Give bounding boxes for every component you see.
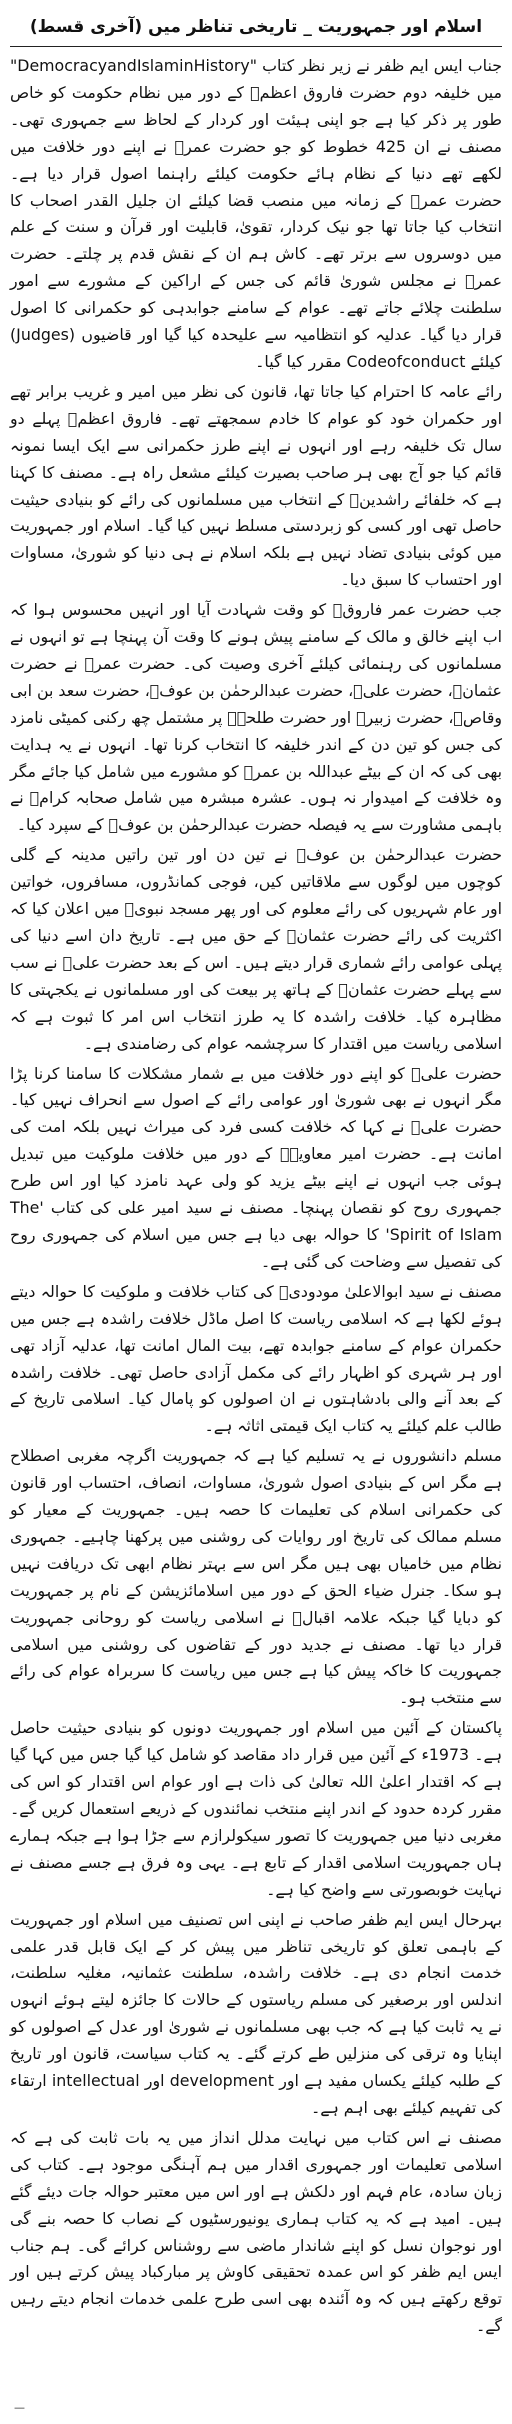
end-mark: —	[14, 2401, 25, 2414]
article-paragraph: جب حضرت عمر فاروقؓ کو وقت شہادت آیا اور انہیں محسوس ہوا کہ اب اپنے خالق و مالک کے سامنے پیش ہونے کا وقت آن پہنچا ہے تو انہوں نے مسلمانوں کی رہنمائی کیلئے آخری وصیت کی۔ حضرت عمرؓ نے حضرت عثمانؓ، حضرت علیؓ، حضرت عبدالرحمٰن بن عوفؓ، حضرت سعد بن ابی وقاصؓ، حضرت زبیرؓ اور حضرت طلحہؓ پر مشتمل چھ رکنی کمیٹی نامزد کی جس کو تین دن کے اندر خلیفہ کا انتخاب کرنا تھا۔ انہوں نے یہ ہدایت بھی کی کہ ان کے بیٹے عبداللہ بن عمرؓ کو مشورے میں شامل کیا جائے مگر وہ خلافت کے امیدوار نہ ہوں۔ عشرہ مبشرہ میں شامل صحابہ کرامؓ نے باہمی مشاورت سے یہ فیصلہ حضرت عبدالرحمٰن بن عوفؓ کے سپرد کیا۔	[10, 600, 502, 835]
article-paragraph: مسلم دانشوروں نے یہ تسلیم کیا ہے کہ جمہوریت اگرچہ مغربی اصطلاح ہے مگر اس کے بنیادی اصول شوریٰ، مساوات، انصاف، احتساب اور قانون کی حکمرانی اسلام کی تعلیمات کا حصہ ہیں۔ جمہوریت کے معیار کو مسلم ممالک کی تاریخ اور روایات کی روشنی میں پرکھنا چاہیے۔ جمہوری نظام میں خامیاں بھی ہیں مگر اس سے بہتر نظام ابھی تک دریافت نہیں ہو سکا۔ جنرل ضیاء الحق کے دور میں اسلامائزیشن کے نام پر جمہوریت کو دبایا گیا جبکہ علامہ اقبالؒ نے اسلامی ریاست کو روحانی جمہوریت قرار دیا تھا۔ مصنف نے جدید دور کے تقاضوں کی روشنی میں اسلامی جمہوریت کا خاکہ پیش کیا ہے جس میں ریاست کا سربراہ عوام کی رائے سے منتخب ہو۔	[10, 1446, 502, 1708]
article-paragraph: حضرت علیؓ کو اپنے دور خلافت میں بے شمار مشکلات کا سامنا کرنا پڑا مگر انہوں نے بھی شوریٰ اور عوامی رائے کے اصول سے انحراف نہیں کیا۔ حضرت علیؓ نے کہا کہ خلافت کسی فرد کی میراث نہیں بلکہ امت کی امانت ہے۔ حضرت امیر معاویہؓ کے دور میں خلافت ملوکیت میں تبدیل ہوئی جب انہوں نے اپنے بیٹے یزید کو ولی عہد نامزد کیا اور اس طرح جمہوری روح کو نقصان پہنچا۔ مصنف نے سید امیر علی کی کتاب 'The Spirit of Islam' کا حوالہ بھی دیا ہے جس میں اسلام کی جمہوری روح کی تفصیل سے وضاحت کی گئی ہے۔	[10, 1063, 502, 1271]
article-paragraph: بہرحال ایس ایم ظفر صاحب نے اپنی اس تصنیف میں اسلام اور جمہوریت کے باہمی تعلق کو تاریخی تناظر میں پیش کر کے ایک قابل قدر علمی خدمت انجام دی ہے۔ خلافت راشدہ، سلطنت عثمانیہ، مغلیہ سلطنت، اندلس اور برصغیر کی مسلم ریاستوں کے حالات کا جائزہ لیتے ہوئے انہوں نے یہ ثابت کیا ہے کہ جب بھی مسلمانوں نے شوریٰ اور عدل کے اصولوں کو اپنایا وہ ترقی کی منزلیں طے کرتے گئے۔ یہ کتاب سیاست، قانون اور تاریخ کے طلبہ کیلئے یکساں مفید ہے اور development اور intellectual ارتقاء کی تفہیم کیلئے بھی اہم ہے۔	[10, 1909, 502, 2117]
article-paragraph: مصنف نے سید ابوالاعلیٰ مودودیؒ کی کتاب خلافت و ملوکیت کا حوالہ دیتے ہوئے لکھا ہے کہ اسلامی ریاست کا اصل ماڈل خلافت راشدہ ہے جس میں حکمران عوام کے سامنے جوابدہ تھے، بیت المال امانت تھا، عدلیہ آزاد تھی اور ہر شہری کو اظہار رائے کی مکمل آزادی حاصل تھی۔ خلافت راشدہ کے بعد آنے والی بادشاہتوں نے ان اصولوں کو پامال کیا۔ اسلامی تاریخ کے طالب علم کیلئے یہ کتاب ایک قیمتی اثاثہ ہے۔	[10, 1281, 502, 1436]
article-paragraph: مصنف نے اس کتاب میں نہایت مدلل انداز میں یہ بات ثابت کی ہے کہ اسلامی تعلیمات اور جمہوری اقدار میں ہم آہنگی موجود ہے۔ کتاب کی زبان سادہ، عام فہم اور دلکش ہے اور اس میں معتبر حوالہ جات دیئے گئے ہیں۔ امید ہے کہ یہ کتاب ہماری یونیورسٹیوں کے نصاب کا حصہ بنے گی اور نوجوان نسل کو اپنے شاندار ماضی سے روشناس کرائے گی۔ ہم جناب ایس ایم ظفر کو اس عمدہ تحقیقی کاوش پر مبارکباد پیش کرتے ہیں اور توقع رکھتے ہیں کہ وہ آئندہ بھی اسی طرح علمی خدمات انجام دیتے رہیں گے۔	[10, 2127, 502, 2336]
article-body	[10, 53, 502, 2340]
article-paragraph: جناب ایس ایم ظفر نے زیر نظر کتاب "DemocracyandIslaminHistory" میں خلیفہ دوم حضرت فاروق اعظمؓ کے دور میں نظام حکومت کو خاص طور پر ذکر کیا ہے جو اپنی ہیئت اور کردار کے لحاظ سے جمہوری تھی۔ مصنف نے ان 425 خطوط کو جو حضرت عمرؓ نے اپنے دور خلافت میں لکھے تھے دنیا کے نظام ہائے حکومت کیلئے راہنما اصول قرار دیا ہے۔ حضرت عمرؓ کے زمانہ میں منصب قضا کیلئے ان جلیل القدر اصحاب کا انتخاب کیا جاتا تھا جو نیک کردار، تقویٰ، قابلیت اور قرآن و سنت کے علم میں دوسروں سے برتر تھے۔ کاش ہم ان کے نقش قدم پر چلتے۔ حضرت عمرؓ نے مجلس شوریٰ قائم کی جس کے اراکین کے مشورے سے امور سلطنت چلائے جاتے تھے۔ عوام کے سامنے جوابدہی کو حکمرانی کا اصول قرار دیا گیا۔ عدلیہ کو انتظامیہ سے علیحدہ کیا گیا اور قاضیوں (Judges) کیلئے Codeofconduct مقرر کیا گیا۔	[10, 56, 502, 371]
article-paragraph: حضرت عبدالرحمٰن بن عوفؓ نے تین دن اور تین راتیں مدینہ کے گلی کوچوں میں لوگوں سے ملاقاتیں کیں، فوجی کمانڈروں، مسافروں، خواتین اور عام شہریوں کی رائے معلوم کی اور پھر مسجد نبویؐ میں اعلان کیا کہ اکثریت کی رائے حضرت عثمانؓ کے حق میں ہے۔ تاریخ دان اسے دنیا کی پہلی عوامی رائے شماری قرار دیتے ہیں۔ اس کے بعد حضرت علیؓ نے سب سے پہلے حضرت عثمانؓ کے ہاتھ پر بیعت کی اور مسلمانوں نے یکجہتی کا مظاہرہ کیا۔ خلافت راشدہ کا یہ طرز انتخاب اس امر کا ثبوت ہے کہ اسلامی ریاست میں اقتدار کا سرچشمہ عوام کی رضامندی ہے۔	[10, 845, 502, 1053]
article-title: اسلام اور جمہوریت _ تاریخی تناظر میں (آخری قسط)	[29, 16, 483, 37]
article-paragraph: رائے عامہ کا احترام کیا جاتا تھا، قانون کی نظر میں امیر و غریب برابر تھے اور حکمران خود کو عوام کا خادم سمجھتے تھے۔ فاروق اعظمؓ پہلے دو سال تک خلیفہ رہے اور انہوں نے اپنے طرز حکمرانی سے ایک ایسا نمونہ قائم کیا جو آج بھی ہر صاحب بصیرت کیلئے مشعل راہ ہے۔ مصنف کا کہنا ہے کہ خلفائے راشدینؓ کے انتخاب میں مسلمانوں کی رائے کو بنیادی حیثیت حاصل تھی اور کسی کو زبردستی مسلط نہیں کیا گیا۔ اسلام اور جمہوریت میں کوئی بنیادی تضاد نہیں ہے بلکہ اسلام نے ہی دنیا کو شوریٰ، مساوات اور احتساب کا سبق دیا۔	[10, 381, 502, 590]
article-paragraph: پاکستان کے آئین میں اسلام اور جمہوریت دونوں کو بنیادی حیثیت حاصل ہے۔ 1973ء کے آئین میں قرار داد مقاصد کو شامل کیا گیا جس میں کہا گیا ہے کہ اقتدار اعلیٰ اللہ تعالیٰ کی ذات ہے اور عوام اس اقتدار کو اس کی مقرر کردہ حدود کے اندر اپنے منتخب نمائندوں کے ذریعے استعمال کریں گے۔ مغربی دنیا میں جمہوریت کا تصور سیکولرازم سے جڑا ہوا ہے جبکہ ہمارے ہاں جمہوریت اسلامی اقدار کے تابع ہے۔ یہی وہ فرق ہے جسے مصنف نے نہایت خوبصورتی سے واضح کیا ہے۔	[10, 1718, 502, 1899]
article-header	[10, 6, 502, 47]
